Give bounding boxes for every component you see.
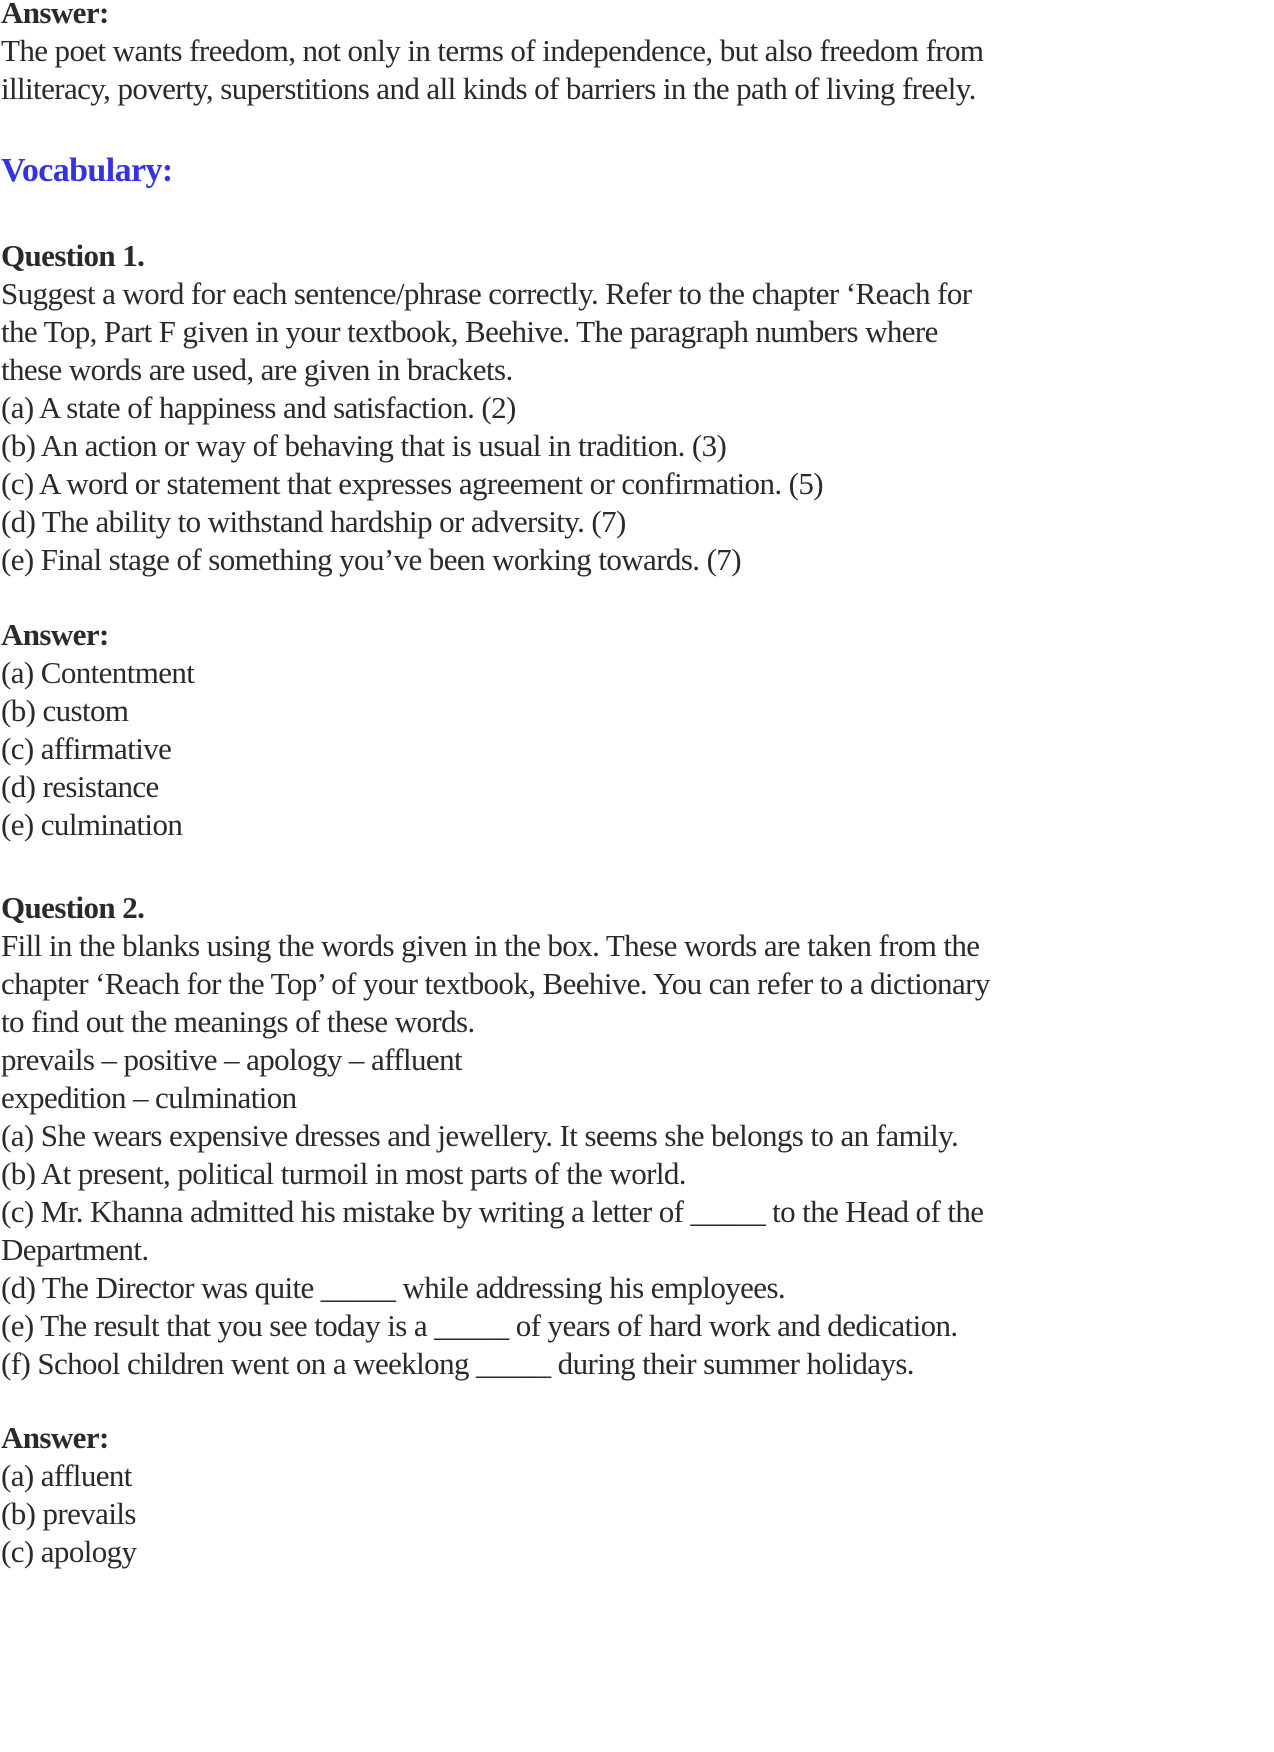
question-1-item: (b) An action or way of behaving that is usual in tradition. (3): [1, 428, 727, 463]
answer-text-line: illiteracy, poverty, superstitions and all kinds of barriers in the path of living freely.: [1, 71, 976, 106]
question-2-prompt-line: Fill in the blanks using the words given in the box. These words are taken from the: [1, 928, 980, 963]
question-2-answer: (b) prevails: [1, 1496, 136, 1531]
question-1-answer: (a) Contentment: [1, 655, 195, 690]
question-2-item: (d) The Director was quite _____ while addressing his employees.: [1, 1270, 786, 1305]
question-2-item: (b) At present, political turmoil in most parts of the world.: [1, 1156, 686, 1191]
word-box-line: prevails – positive – apology – affluent: [1, 1042, 462, 1077]
section-heading-vocabulary: Vocabulary:: [1, 152, 173, 189]
question-1-answer: (b) custom: [1, 693, 129, 728]
question-2-prompt-line: chapter ‘Reach for the Top’ of your textbook, Beehive. You can refer to a dictionary: [1, 966, 990, 1001]
word-box-line: expedition – culmination: [1, 1080, 297, 1115]
answer-text-line: The poet wants freedom, not only in terms of independence, but also freedom from: [1, 33, 984, 68]
question-1-prompt-line: these words are used, are given in brackets.: [1, 352, 513, 387]
question-1-label: Question 1.: [1, 238, 145, 273]
question-2-item: Department.: [1, 1232, 149, 1267]
question-2-answer-label: Answer:: [1, 1420, 109, 1455]
question-2-item: (c) Mr. Khanna admitted his mistake by writing a letter of _____ to the Head of the: [1, 1194, 984, 1229]
question-1-answer: (c) affirmative: [1, 731, 172, 766]
question-1-item: (a) A state of happiness and satisfaction. (2): [1, 390, 516, 425]
question-1-answer: (e) culmination: [1, 807, 183, 842]
question-1-item: (d) The ability to withstand hardship or adversity. (7): [1, 504, 626, 539]
question-1-answer-label: Answer:: [1, 617, 109, 652]
question-1-prompt-line: Suggest a word for each sentence/phrase correctly. Refer to the chapter ‘Reach for: [1, 276, 972, 311]
question-2-item: (f) School children went on a weeklong _____ during their summer holidays.: [1, 1346, 914, 1381]
question-2-item: (a) She wears expensive dresses and jewellery. It seems she belongs to an family.: [1, 1118, 959, 1153]
question-1-prompt-line: the Top, Part F given in your textbook, Beehive. The paragraph numbers where: [1, 314, 938, 349]
question-1-item: (e) Final stage of something you’ve been working towards. (7): [1, 542, 741, 577]
answer-label: Answer:: [1, 0, 109, 30]
question-2-item: (e) The result that you see today is a _____ of years of hard work and dedication.: [1, 1308, 958, 1343]
question-2-prompt-line: to find out the meanings of these words.: [1, 1004, 475, 1039]
question-2-answer: (a) affluent: [1, 1458, 132, 1493]
question-2-label: Question 2.: [1, 890, 145, 925]
question-1-answer: (d) resistance: [1, 769, 159, 804]
question-1-item: (c) A word or statement that expresses agreement or confirmation. (5): [1, 466, 823, 501]
question-2-answer: (c) apology: [1, 1534, 137, 1569]
